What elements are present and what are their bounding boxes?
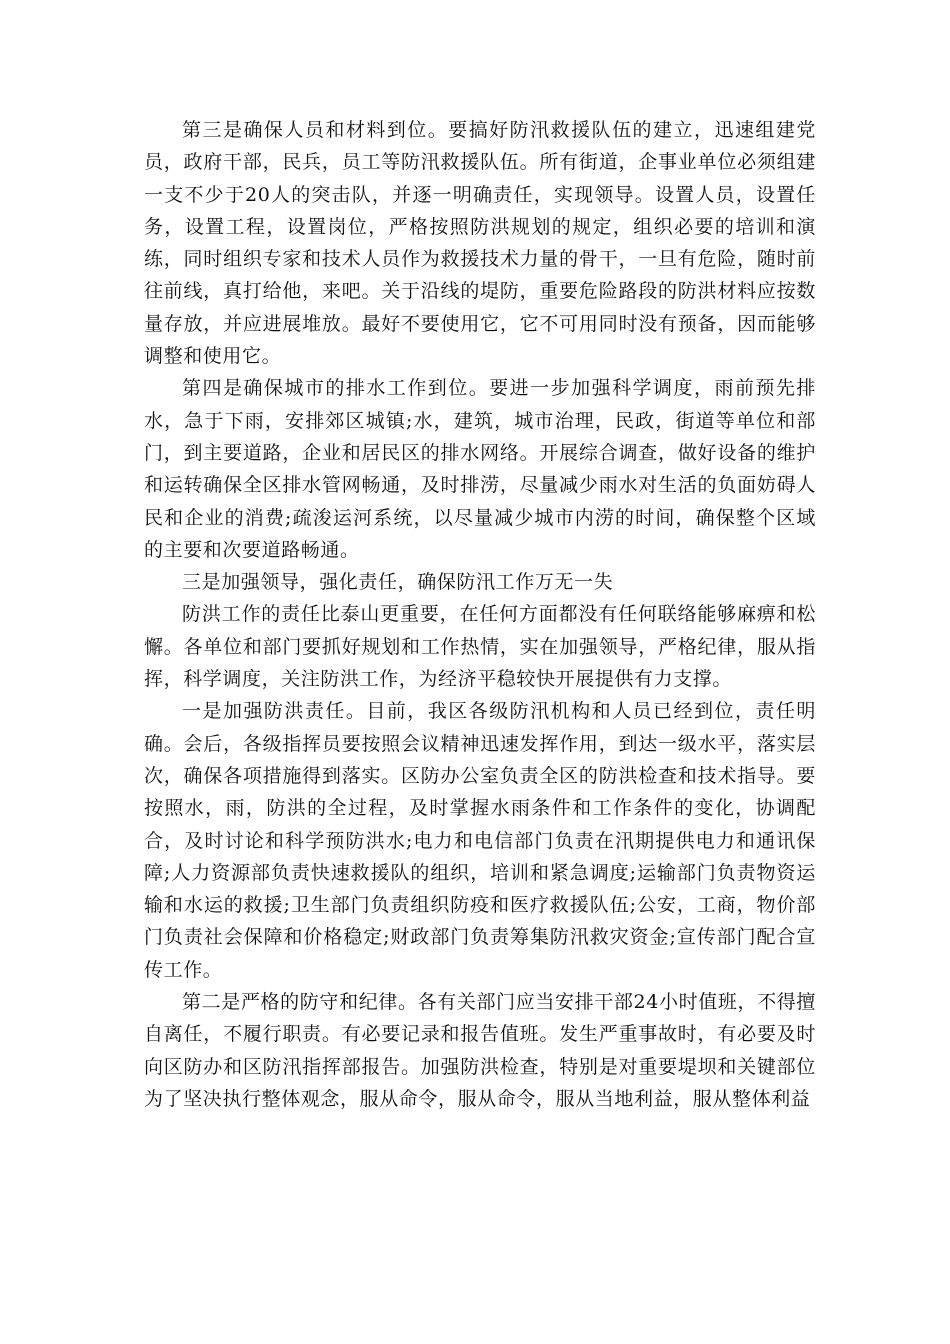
- paragraph-personnel-materials: 第三是确保人员和材料到位。要搞好防汛救援队伍的建立，迅速组建党员，政府干部，民兵，员工等防汛救援队伍。所有街道，企事业单位必须组建一支不少于20人的突击队，并逐一明确责任，实现领导。设置人员，设置任务，设置工程，设置岗位，严格按照防洪规划的规定，组织必要的培训和演练，同时组织专家和技术人员作为救援技术力量的骨干，一旦有危险，随时前往前线，真打给他，来吧。关于沿线的堤防，重要危险路段的防洪材料应按数量存放，并应进展堆放。最好不要使用它，它不可用同时没有预备，因而能够调整和使用它。: [144, 119, 816, 368]
- paragraph-city-drainage: 第四是确保城市的排水工作到位。要进一步加强科学调度，雨前预先排水，急于下雨，安排郊区城镇;水，建筑，城市治理，民政，街道等单位和部门，到主要道路，企业和居民区的排水网络。开展综合调查，做好设备的维护和运转确保全区排水管网畅通，及时排涝，尽量减少雨水对生活的负面妨碍人民和企业的消费;疏浚运河系统，以尽量减少城市内涝的时间，确保整个区域的主要和次要道路畅通。: [144, 377, 816, 561]
- paragraph-defense-discipline: 第二是严格的防守和纪律。各有关部门应当安排干部24小时值班，不得擅自离任，不履行职责。有必要记录和报告值班。发生严重事故时，有必要及时向区防办和区防汛指挥部报告。加强防洪检查，特别是对重要堤坝和关键部位为了坚决执行整体观念，服从命令，服从命令，服从当地利益，服从整体利益: [144, 991, 816, 1110]
- paragraph-strengthen-responsibility: 一是加强防洪责任。目前，我区各级防汛机构和人员已经到位，责任明确。会后，各级指挥员要按照会议精神迅速发挥作用，到达一级水平，落实层次，确保各项措施得到落实。区防办公室负责全区的防洪检查和技术指导。要按照水，雨，防洪的全过程，及时掌握水雨条件和工作条件的变化，协调配合，及时讨论和科学预防洪水;电力和电信部门负责在汛期提供电力和通讯保障;人力资源部负责快速救援队的组织，培训和紧急调度;运输部门负责物资运输和水运的救援;卫生部门负责组织防疫和医疗救援队伍;公安，工商，物价部门负责社会保障和价格稳定;财政部门负责筹集防汛救灾资金;宣传部门配合宣传工作。: [144, 700, 816, 981]
- paragraph-flood-responsibility: 防洪工作的责任比泰山更重要，在任何方面都没有任何联络能够麻痹和松懈。各单位和部门要抓好规划和工作热情，实在加强领导，严格纪律，服从指挥，科学调度，关注防洪工作，为经济平稳较快开展提供有力支撑。: [144, 603, 816, 691]
- paragraph-section-heading: 三是加强领导，强化责任，确保防汛工作万无一失: [182, 571, 614, 594]
- document-body: [144, 114, 816, 1115]
